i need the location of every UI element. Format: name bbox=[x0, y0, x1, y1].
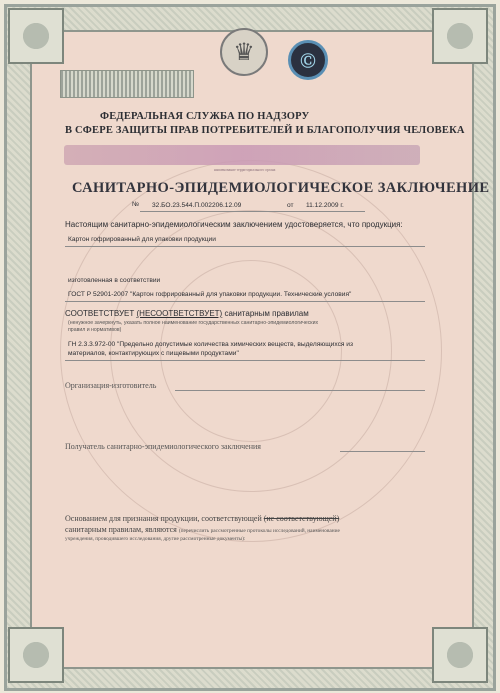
agency-name-line1: ФЕДЕРАЛЬНАЯ СЛУЖБА ПО НАДЗОРУ bbox=[100, 111, 310, 122]
norm-line-1: ГН 2.3.3.972-00 "Предельно допустимые количества химических веществ, выделяющихся из bbox=[68, 341, 353, 348]
recipient-underline bbox=[340, 451, 425, 452]
conformity-line bbox=[65, 309, 309, 318]
made-label: изготовленная в соответствии bbox=[68, 277, 161, 284]
conformity-suffix: санитарным правилам bbox=[224, 309, 309, 318]
redacted-authority-name bbox=[64, 145, 420, 165]
basis-struck: (не соответствующей) bbox=[263, 514, 340, 523]
recipient-label: Получатель санитарно-эпидемиологического заключения bbox=[65, 442, 261, 451]
basis-line bbox=[65, 514, 339, 523]
number-label: № bbox=[132, 201, 140, 208]
conformity-note-2: правил и нормативов) bbox=[68, 327, 122, 333]
document-title: САНИТАРНО-ЭПИДЕМИОЛОГИЧЕСКОЕ ЗАКЛЮЧЕНИЕ bbox=[72, 180, 490, 196]
authority-caption: наименование территориального органа bbox=[214, 168, 276, 172]
agency-name-line2: В СФЕРЕ ЗАЩИТЫ ПРАВ ПОТРЕБИТЕЛЕЙ И БЛАГОПОЛУЧИЯ ЧЕЛОВЕКА bbox=[65, 125, 465, 136]
norm-line-2: материалов, контактирующих с пищевыми продуктами" bbox=[68, 350, 239, 357]
gost-underline bbox=[65, 301, 425, 302]
corner-ornament bbox=[8, 8, 64, 64]
gost-standard: ГОСТ Р 52901-2007 "Картон гофрированный для упаковки продукции. Технические условия" bbox=[68, 291, 352, 298]
document-number: 32.БО.23.544.П.002206.12.09 bbox=[152, 202, 242, 209]
conformity-prefix: СООТВЕТСТВУЕТ bbox=[65, 309, 135, 318]
intro-text: Настоящим санитарно-эпидемиологическим заключением удостоверяется, что продукция: bbox=[65, 220, 403, 229]
document-date: 11.12.2009 г. bbox=[306, 202, 344, 209]
norm-underline bbox=[65, 360, 425, 361]
product-underline bbox=[65, 246, 425, 247]
conformity-struck: (НЕСООТВЕТСТВУЕТ) bbox=[136, 309, 223, 318]
conformity-note: (ненужное зачеркнуть, указать полное наименование государственных санитарно-эпидемиологических bbox=[68, 320, 319, 326]
double-headed-eagle-icon: ♛ bbox=[220, 28, 268, 76]
basis-note-2: учреждения, проводившего исследования, другие рассмотренные документы): bbox=[65, 536, 246, 542]
corner-ornament bbox=[432, 8, 488, 64]
security-stamp bbox=[60, 70, 194, 98]
product-name: Картон гофрированный для упаковки продукции bbox=[68, 236, 216, 243]
basis-suffix: санитарным правилам, являются bbox=[65, 525, 177, 534]
basis-prefix: Основанием для признания продукции, соответствующей bbox=[65, 514, 262, 523]
basis-line-2 bbox=[65, 525, 340, 534]
manufacturer-label: Организация-изготовитель bbox=[65, 381, 157, 390]
number-underline bbox=[140, 211, 365, 212]
basis-note-1: (перечислить рассмотренные протоколы исследований, наименование bbox=[178, 528, 340, 534]
corner-ornament bbox=[8, 627, 64, 683]
corner-ornament bbox=[432, 627, 488, 683]
manufacturer-underline bbox=[175, 390, 425, 391]
date-label: от bbox=[287, 202, 294, 209]
certification-seal-icon: Ⓒ bbox=[288, 40, 328, 80]
